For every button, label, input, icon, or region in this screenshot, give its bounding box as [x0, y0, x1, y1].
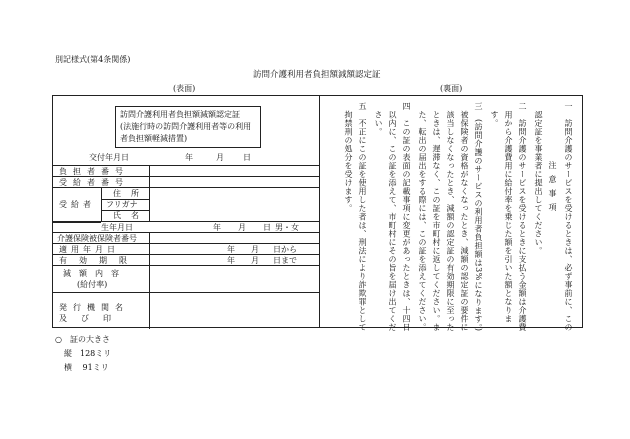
expiry-suffix: まで [281, 256, 297, 265]
note-col-9: ときは、遅滞なく、この証を市町村に返してください。ま [432, 102, 441, 332]
insured-number-label: 介護保険被保険者番号 [57, 234, 137, 243]
note-col-15: 拘禁刑の処分を受けます。 [344, 102, 353, 213]
effective-year-unit: 年 [227, 245, 235, 254]
page-title: 訪問介護利用者負担額減額認定証 [253, 70, 381, 80]
address-label: 住所 [113, 189, 149, 198]
issue-date-year-unit: 年 [185, 153, 193, 162]
reduction-row [53, 266, 319, 293]
insured-row [53, 233, 319, 244]
birthdate-top-line [53, 222, 101, 223]
recipient-label: 受給者 [59, 200, 95, 209]
notes-title: 注意事項 [548, 161, 557, 217]
recipient-block [53, 188, 319, 222]
birthdate-row [53, 222, 319, 233]
reduction-sub-label: (給付率) [77, 280, 108, 289]
recipient-number-row [53, 177, 319, 188]
recipient-number-label: 受給者番号 [59, 178, 129, 187]
row-divider [53, 96, 319, 166]
note-col-8: 該当しなくなったとき、減額の認定証の有効期限に至った [446, 102, 455, 332]
value-vline [149, 166, 150, 222]
effective-day-unit: 日 [273, 245, 281, 254]
back-card [319, 95, 583, 332]
note-col-1: 一 訪問介護のサービスを受けるときは、必ず事前に、この [564, 102, 573, 332]
birthdate-year-unit: 年 [213, 223, 221, 232]
note-col-7: 被保険者の資格がなくなったとき、減額の認定証の要件に [460, 102, 469, 332]
size-height: 縦 128ミリ [64, 349, 112, 358]
birthdate-label: 生年月日 [101, 223, 133, 232]
form-number: 別記様式(第4条関係) [55, 55, 131, 64]
expiry-month-unit: 月 [251, 256, 259, 265]
card-title-line-1: 訪問介護利用者負担額減額認定証 [120, 110, 240, 119]
reduction-label: 減額内容 [63, 269, 127, 278]
note-col-2: 認定証を事業者に提出してください。 [534, 102, 543, 255]
reduction-vline [149, 266, 150, 293]
note-col-3: 二 訪問介護のサービスを受けるときに支払う金額は介護費 [518, 102, 527, 332]
issuer-vline [149, 293, 150, 329]
note-col-11: 四 この証の表面の記載事項に変更があったときは、十四日 [402, 102, 411, 332]
furigana-label: フリガナ [106, 200, 138, 209]
recipient-vline [101, 188, 102, 222]
issuer-label-1: 発行機関名 [59, 303, 129, 312]
gender-value: 男・女 [275, 223, 299, 232]
card-title-line-3: 者負担額軽減措置) [120, 134, 188, 143]
card-title-line-2: (法施行時の訪問介護利用者等の利用 [120, 122, 252, 131]
back-side-label: (裏面) [440, 84, 463, 93]
effective-date-label: 適用年月日 [59, 245, 119, 254]
expiry-vline [149, 255, 150, 266]
note-col-6: 三 (訪問介護のサービスの利用者負担額は3%になります。) [474, 102, 483, 332]
birthdate-month-unit: 月 [238, 223, 246, 232]
front-side-label: (表面) [173, 84, 196, 93]
note-col-5: す。 [490, 102, 499, 128]
effective-row [53, 244, 319, 255]
size-title: ○ 証の大きさ [55, 335, 110, 344]
birthdate-day-unit: 日 [263, 223, 271, 232]
size-width: 横 91ミリ [64, 363, 109, 372]
issue-date-label: 交付年月日 [89, 153, 129, 162]
issue-date-month-unit: 月 [216, 153, 224, 162]
effective-suffix: から [281, 245, 297, 254]
expiry-year-unit: 年 [227, 256, 235, 265]
effective-vline [149, 244, 150, 255]
note-col-14: 五 不正にこの証を使用した者は、刑法により詐欺罪として [358, 102, 367, 332]
expiry-label: 有効期限 [59, 256, 139, 265]
front-card [52, 95, 320, 328]
note-col-10: た、転出の届出をする際には、この証を添えてください。 [418, 102, 427, 332]
note-col-12: 以内に、この証を添えて、市町村にその旨を届け出てくだ [388, 102, 397, 332]
note-col-4: 用から介護費用に給付率を乗じた額を引いた額となりま [504, 102, 513, 323]
issuer-label-2: 及び印 [59, 314, 125, 323]
payer-number-label: 負担者番号 [59, 167, 129, 176]
issue-date-day-unit: 日 [243, 153, 251, 162]
insured-vline [149, 233, 150, 244]
note-col-13: さい。 [374, 102, 383, 136]
payer-row [53, 166, 319, 177]
name-label: 氏名 [113, 211, 149, 220]
expiry-day-unit: 日 [273, 256, 281, 265]
effective-month-unit: 月 [251, 245, 259, 254]
expiry-row [53, 255, 319, 266]
